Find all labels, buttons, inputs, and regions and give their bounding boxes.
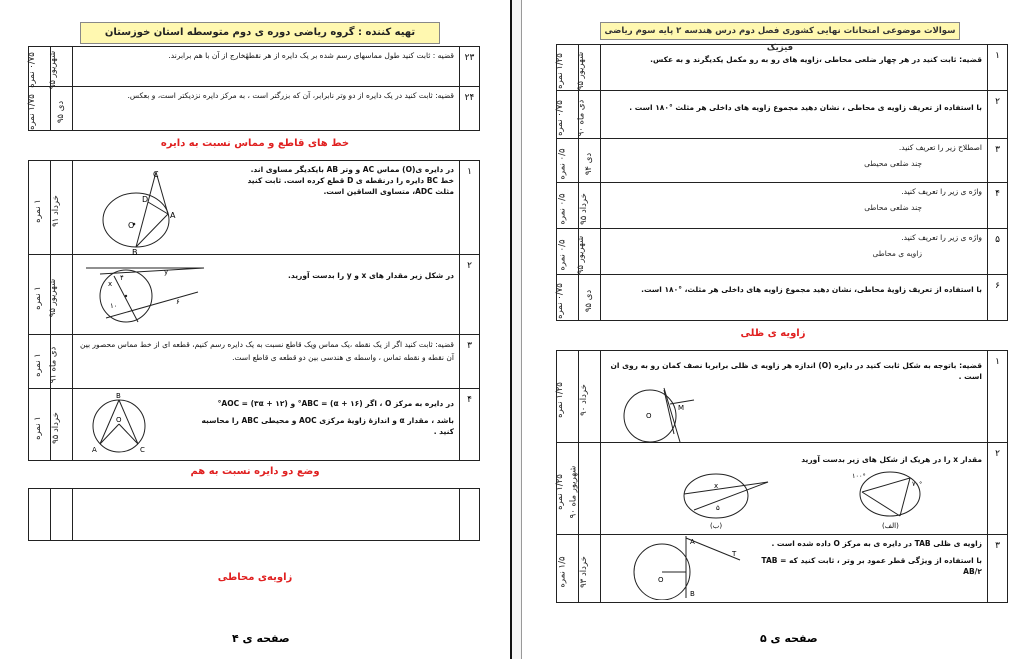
question-score: ۱ نمره — [33, 199, 44, 223]
question-text: زاویه ی ظلی TAB در دایره ی به مرکز O داده شده است . — [771, 539, 982, 548]
exam-date: شهریور ۹۵ — [575, 51, 586, 91]
table-row — [29, 489, 480, 541]
question-text: در شکل زیر مقدار های x و y را بدست آورید. — [288, 271, 454, 280]
question-score: ۰/۷۵ نمره — [555, 100, 566, 136]
figure-inscribed-angle — [86, 390, 152, 460]
figure-tangent-chord — [98, 168, 188, 256]
question-number: ۲ — [988, 443, 1008, 535]
question-text: قضیه: ثابت کنید در یک دایره از دو وتر نابرابر، آن که بزرگتر است ، به مرکز دایره نزدیکتر است، و بعکس. — [127, 91, 454, 100]
exam-date: خرداد ۹۱ — [51, 195, 62, 227]
exam-date: خرداد ۹۵ — [51, 412, 62, 444]
question-number: ۳ — [988, 535, 1008, 603]
exam-date: خرداد ۹۵ — [579, 193, 590, 225]
label-y: y — [164, 268, 169, 276]
label-b: B — [132, 248, 138, 256]
exam-date: شهریور ماه ۹۰ — [568, 465, 579, 519]
exam-date: دی ماه ۹۱ — [48, 346, 59, 384]
question-number: ۳ — [460, 335, 480, 389]
question-text: باشد ، مقدار α و اندازهٔ زاویهٔ مرکزی AOC و محیطی ABC را محاسبه کنید . — [201, 416, 454, 436]
section-title-secant-tangent: خط های قاطع و مماس نسبت به دایره — [160, 138, 350, 149]
question-number: ۴ — [988, 183, 1008, 229]
question-number: ۲۳ — [460, 47, 480, 87]
question-text: با استفاده از تعریف زاویه ی محاطی ، نشان دهید مجموع زاویه های داخلی هر مثلث °۱۸۰ است . — [629, 103, 982, 112]
question-number: ۱ — [988, 351, 1008, 443]
question-score: ۱ نمره — [33, 416, 44, 440]
question-score: ۱/۵ نمره — [557, 556, 568, 588]
label-b: B — [690, 590, 695, 598]
section-title-two-circles: وضع دو دایره نسبت به هم — [190, 466, 320, 477]
table-row — [29, 87, 480, 131]
question-table-top — [28, 46, 480, 131]
label-c: C — [153, 170, 159, 179]
question-text: اصطلاح زیر را تعریف کنید. — [898, 143, 982, 152]
question-text: قضیه: ثابت کنید در هر چهار ضلعی محاطی ،زاویه های رو به رو مکمل یکدیگرند و به عکس. — [650, 55, 982, 64]
question-score: ۱/۲۵ نمره — [555, 53, 566, 89]
label-o: O — [128, 221, 135, 230]
label-o: O — [658, 576, 664, 584]
label-x: x — [108, 280, 113, 288]
question-score: ۰/۵ نمره — [557, 193, 568, 225]
question-table-empty — [28, 488, 480, 541]
term-to-define: چند ضلعی محیطی — [864, 159, 922, 168]
question-text: در دایره ی(O) مماس AC و وتر AB بایکدیگر مساوی اند. خط BC دایره را درنقطه ی D قطع کرده است. ثابت کنید مثلث ADC، متساوی الساقین است. — [247, 165, 454, 196]
table-row — [29, 47, 480, 87]
label-c: C — [140, 446, 145, 454]
exam-date: شهریور ۹۵ — [47, 50, 58, 90]
page-number: صفحه ی ۴ — [232, 632, 290, 645]
banner-title: سوالات موضوعی امتحانات نهایی کشوری فصل دوم درس هندسه ۲ پایه سوم ریاضی فیزیک — [600, 22, 960, 40]
page-divider — [510, 0, 522, 659]
section-title-tangent-angle: زاویه ی ظلی — [740, 328, 806, 339]
question-number: ۲ — [460, 255, 480, 335]
question-text: قضیه : ثابت کنید طول مماسهای رسم شده بر یک دایره از هر نقطهٔخارج از آن با هم برابرند. — [168, 51, 454, 60]
page-4 — [0, 0, 510, 659]
label-5: ۵ — [716, 504, 720, 512]
question-score: ۰/۵ نمره — [557, 239, 568, 271]
exam-date: خرداد ۹۰ — [579, 384, 590, 416]
label-b-fig: (ب) — [710, 522, 723, 530]
question-score: ۰/۵ نمره — [557, 148, 568, 180]
question-text: مقدار x را در هریک از شکل های زیر بدست آورید — [801, 455, 982, 464]
question-number: ۳ — [988, 139, 1008, 183]
question-number: ۱ — [460, 161, 480, 255]
term-to-define: چند ضلعی محاطی — [864, 203, 922, 212]
exam-date: ۰/۷۵ نمره — [27, 52, 38, 88]
label-10: ۱۰ — [110, 302, 118, 310]
label-a: A — [690, 538, 695, 546]
exam-date: دی ۹۵ — [55, 100, 66, 124]
table-row — [557, 139, 1008, 183]
figure-find-x — [672, 466, 942, 532]
label-70: ۷۰° — [912, 480, 923, 488]
exam-date: شهریور ۹۵ — [575, 235, 586, 275]
question-number: ۲۴ — [460, 87, 480, 131]
figure-x-y — [80, 262, 210, 332]
exam-date: دی ۹۴ — [583, 152, 594, 176]
page-number: صفحه ی ۵ — [760, 632, 818, 645]
label-o: O — [116, 416, 122, 424]
question-score: ۱/۲۵ نمره — [555, 474, 566, 510]
label-o: O — [646, 412, 652, 420]
question-text: با استفاده از تعریف زاویهٔ محاطی، نشان دهید مجموع زاویه های داخلی هر مثلث، °۱۸۰ است. — [641, 285, 982, 294]
label-100: ۱۰۰° — [852, 472, 866, 480]
question-number: ۲ — [988, 91, 1008, 139]
question-text: قضیه: ثابت کنید اگر از یک نقطه ،یک مماس ویک قاطع نسبت به یک دایره رسم کنیم، قطعه ای از خط مماس محصور بین آن نقطه و نقطه تماس ، واسطه ی هندسی بین دو قطعه ی قاطع است. — [79, 340, 454, 362]
figure-tangent-angle — [620, 382, 700, 444]
question-number: ۵ — [988, 229, 1008, 275]
banner-author: تهیه کننده : گروه ریاضی دوره ی دوم متوسطه استان خوزستان — [80, 22, 440, 44]
term-to-define: زاویه ی محاطی — [872, 249, 922, 258]
question-text: با استفاده از ویژگی قطر عمود بر وتر ، ثابت کنید که TAB = AB/۲ — [761, 556, 982, 576]
question-table-inscribed — [556, 44, 1008, 321]
question-text: قضیه: باتوجه به شکل ثابت کنید در دایره (O) اندازه هر زاویه ی ظلی برابربا نصف کمان رو به روی ان است . — [610, 361, 982, 381]
question-score: ۰/۷۵ نمره — [555, 283, 566, 319]
label-a: A — [92, 446, 97, 454]
question-number: ۴ — [460, 389, 480, 461]
label-4: ۴ — [120, 274, 124, 282]
label-t: T — [732, 550, 737, 558]
page-5 — [522, 0, 1024, 659]
question-text: در دایره به مرکز O ، اگر ABC = (α + ۱۶)° و AOC = (۳α + ۱۲)° — [217, 399, 454, 408]
question-text: واژه ی زیر را تعریف کنید. — [901, 233, 982, 242]
table-row — [557, 91, 1008, 139]
label-b: B — [116, 392, 121, 400]
label-a-fig: (الف) — [882, 522, 899, 530]
label-a: A — [170, 211, 176, 220]
question-score: ۱ نمره — [33, 353, 44, 377]
question-number: ۶ — [988, 275, 1008, 321]
table-row — [557, 45, 1008, 91]
label-6: ۶ — [176, 298, 180, 306]
table-row — [557, 183, 1008, 229]
label-m: M — [678, 404, 685, 412]
exam-date: خرداد ۹۳ — [579, 556, 590, 588]
exam-date: دی ماه ۹۰ — [576, 99, 587, 137]
question-score: ۱ نمره — [33, 286, 44, 310]
question-score: ۱/۲۵ نمره — [555, 382, 566, 418]
question-text: واژه ی زیر را تعریف کنید. — [901, 187, 982, 196]
table-row — [29, 161, 480, 255]
question-score: ۱/۷۵ نمره — [27, 94, 38, 130]
label-d: D — [142, 195, 149, 204]
question-number: ۱ — [988, 45, 1008, 91]
table-row — [557, 275, 1008, 321]
exam-date: دی ۹۵ — [583, 289, 594, 313]
table-row — [557, 229, 1008, 275]
label-x: x — [714, 482, 719, 490]
section-title-inscribed: زاویه‌ی محاطی — [217, 572, 293, 583]
table-row — [29, 335, 480, 389]
figure-tab — [622, 534, 752, 600]
exam-date: شهریور ۹۵ — [47, 278, 58, 318]
